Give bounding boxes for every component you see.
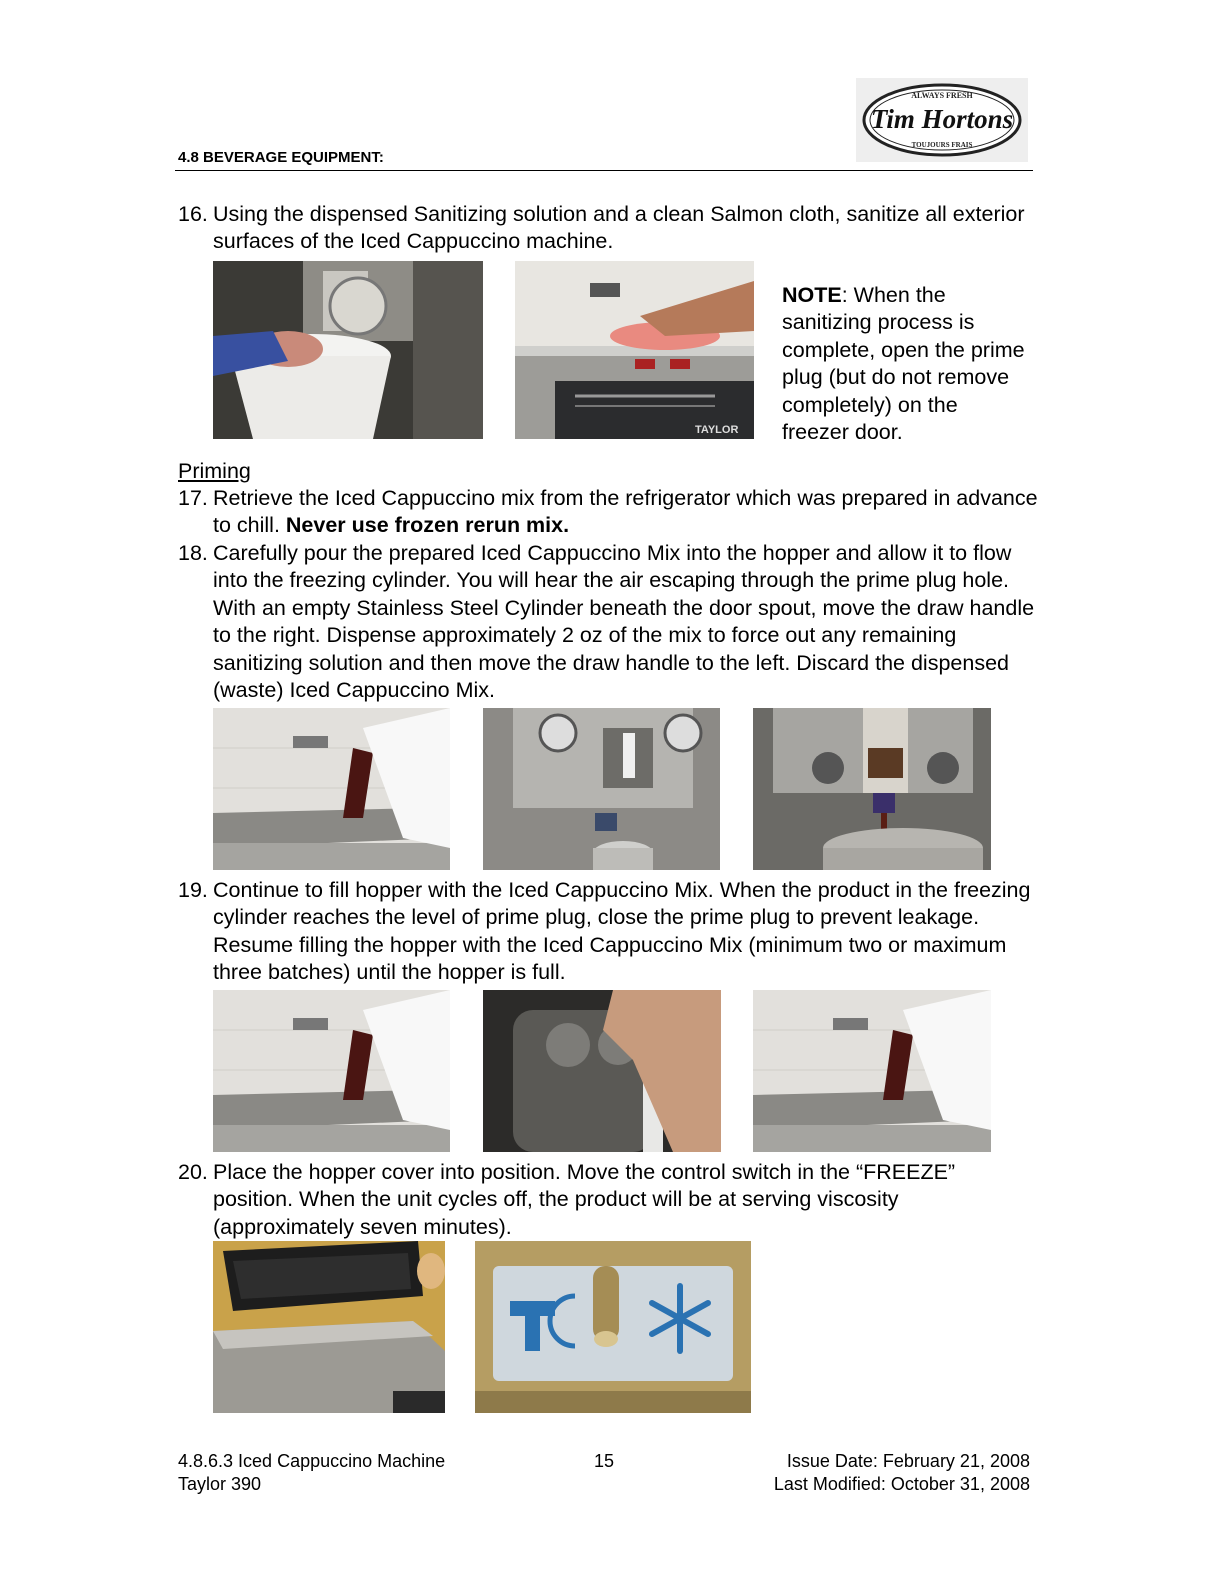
step-number: 19. <box>178 878 208 902</box>
footer-doc-title: 4.8.6.3 Iced Cappuccino Machine <box>178 1451 446 1471</box>
photo-freeze-switch <box>475 1241 751 1413</box>
logo-brand-text: Tim Hortons <box>870 104 1014 134</box>
page-number: 15 <box>594 1451 615 1471</box>
note-label: NOTE <box>782 283 842 307</box>
photo-rinse-cloth-in-pail <box>213 261 483 439</box>
priming-heading: Priming <box>178 459 251 483</box>
step-17 <box>178 485 1038 540</box>
footer-model: Taylor 390 <box>178 1474 262 1494</box>
footer-issue-date: Issue Date: February 21, 2008 <box>786 1451 1030 1471</box>
logo-top-text: ALWAYS FRESH <box>911 91 973 100</box>
step-18 <box>178 540 1038 704</box>
step-number: 16. <box>178 202 208 226</box>
step-number: 17. <box>178 486 208 510</box>
photo-dispensed-waste-mix <box>753 708 991 870</box>
step-20 <box>178 1159 1038 1241</box>
step-warning: Never use frozen rerun mix. <box>285 513 570 538</box>
section-title: 4.8 BEVERAGE EQUIPMENT: <box>178 149 384 166</box>
step-number: 18. <box>178 541 208 565</box>
step-16 <box>178 201 1038 256</box>
photo-pour-more-mix <box>753 990 991 1152</box>
step-19 <box>178 877 1038 987</box>
photo-fill-hopper <box>213 990 450 1152</box>
step-number: 20. <box>178 1160 208 1184</box>
tim-hortons-logo <box>856 78 1028 162</box>
taylor-brand-label: TAYLOR <box>695 424 739 436</box>
note-text: : When the sanitizing process is complete, open the prime plug (but do not remove completely) on the freezer door. <box>782 283 1025 445</box>
footer-last-modified: Last Modified: October 31, 2008 <box>773 1474 1030 1494</box>
logo-bottom-text: TOUJOURS FRAIS <box>911 141 973 149</box>
step-text: Place the hopper cover into position. Move the control switch in the “FREEZE” position. When the unit cycles off, the product will be at serving viscosity (approximately seven minutes). <box>213 1160 956 1239</box>
step-text: Continue to fill hopper with the Iced Cappuccino Mix. When the product in the freezing cylinder reaches the level of prime plug, close the prime plug to prevent leakage. Resume filling the hopper with the Iced Cappuccino Mix (minimum two or maximum three batches) until the hopper is full. <box>213 878 1031 985</box>
photo-hopper-cover <box>213 1241 445 1413</box>
photo-pour-mix-into-hopper <box>213 708 450 870</box>
photo-wipe-machine-exterior <box>515 261 754 439</box>
step-text: Carefully pour the prepared Iced Cappuccino Mix into the hopper and allow it to flow into the freezing cylinder. You will hear the air escaping through the prime plug hole. With an empty Stainless Steel Cylinder beneath the door spout, move the draw handle to the right. Dispense approximately 2 oz of the mix to force out any remaining sanitizing solution and then move the draw handle to the left. Discard the dispensed (waste) Iced Cappuccino Mix. <box>213 541 1035 703</box>
photo-close-prime-plug <box>483 990 721 1152</box>
note-callout <box>782 282 1027 446</box>
step-text: Using the dispensed Sanitizing solution and a clean Salmon cloth, sanitize all exterior surfaces of the Iced Cappuccino machine. <box>213 202 1025 254</box>
step-text: Retrieve the Iced Cappuccino mix from the refrigerator which was prepared in advance to chill. <box>213 486 1038 538</box>
header-divider <box>175 170 1033 171</box>
photo-dispense-from-spout <box>483 708 720 870</box>
